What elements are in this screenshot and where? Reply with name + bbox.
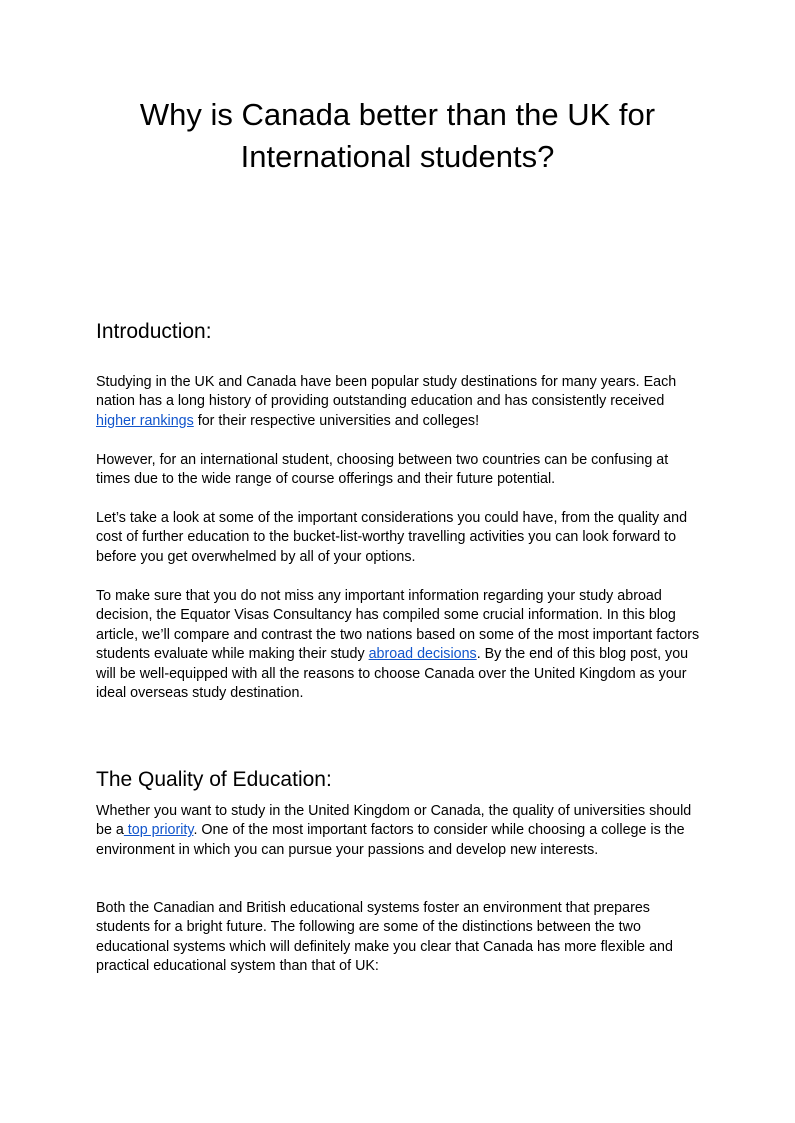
- higher-rankings-link[interactable]: higher rankings: [96, 412, 194, 429]
- intro-paragraph-4-text-after: . By the end of this blog post, you will be well-equipped with all the reasons to choose Canada over the United Kingdom as your ideal overseas study destination.: [96, 646, 689, 702]
- intro-paragraph-3: Let’s take a look at some of the important considerations you could have, from the quality and cost of further education to the bucket-list-worthy travelling activities you can look forward to before you get overwhelmed by all of your options.: [96, 510, 688, 565]
- intro-paragraph-1-text-before: Studying in the UK and Canada have been popular study destinations for many years. Each nation has a long history of providing outstanding education and has consistently received: [96, 374, 677, 410]
- quality-paragraph-1-text-before: Whether you want to study in the United Kingdom or Canada, the quality of universities should be a: [96, 803, 692, 839]
- quality-of-education-heading: The Quality of Education:: [96, 768, 332, 791]
- intro-paragraph-4-text-before: To make sure that you do not miss any important information regarding your study abroad decision, the Equator Visas Consultancy has compiled some crucial information. In this blog article, we’ll compare and contrast the two nations based on some of the most important factors students evaluate while making their study: [96, 588, 700, 663]
- abroad-decisions-link[interactable]: abroad decisions: [368, 646, 477, 663]
- intro-paragraph-2: However, for an international student, choosing between two countries can be confusing at times due to the wide range of course offerings and their future potential.: [96, 452, 669, 488]
- intro-paragraph-1: [96, 373, 706, 431]
- quality-paragraph-1-text-after: . One of the most important factors to consider while choosing a college is the environment in which you can pursue your passions and develop new interests.: [96, 822, 685, 858]
- quality-paragraph-1: [96, 802, 706, 860]
- introduction-heading: Introduction:: [96, 320, 212, 343]
- top-priority-link[interactable]: top priority: [123, 822, 194, 839]
- intro-paragraph-4: [96, 587, 706, 703]
- document-title: Why is Canada better than the UK for International students?: [139, 97, 656, 174]
- quality-paragraph-2: Both the Canadian and British educational systems foster an environment that prepares students for a bright future. The following are some of the distinctions between the two educational systems which will definitely make you clear that Canada has more flexible and practical educational system than that of UK:: [96, 900, 673, 975]
- intro-paragraph-1-text-after: for their respective universities and colleges!: [193, 412, 480, 429]
